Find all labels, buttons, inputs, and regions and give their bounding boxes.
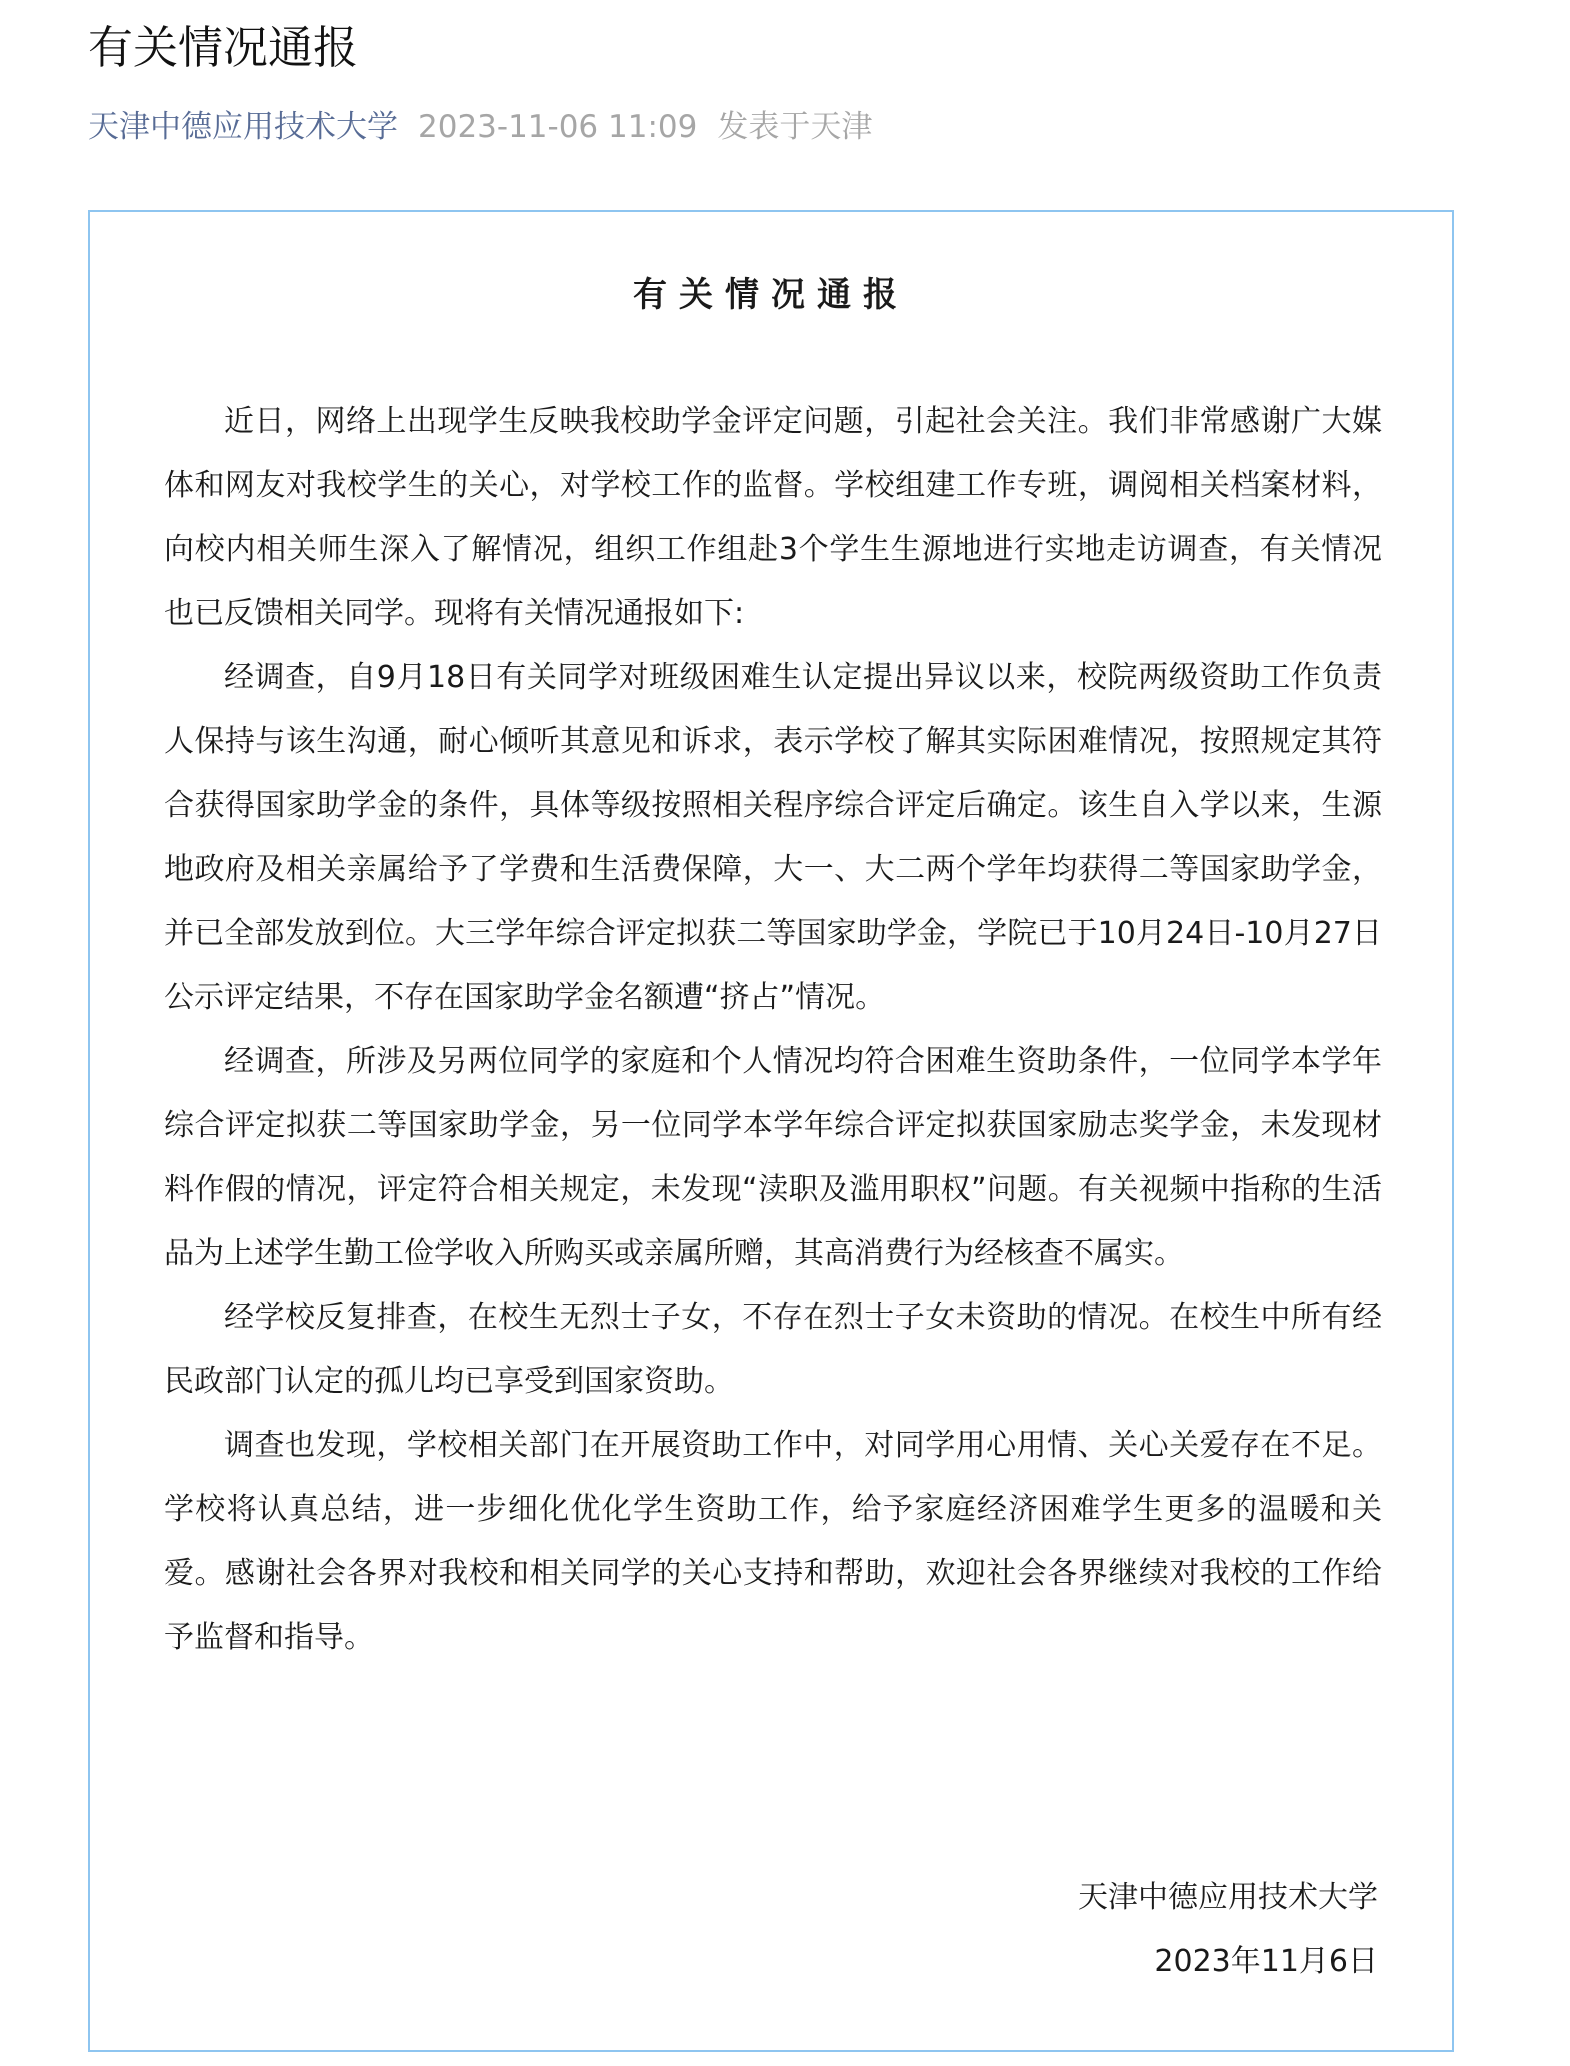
publish-date: 2023-11-06 11:09 [418, 109, 698, 145]
notice-image [88, 210, 1454, 2052]
article-meta [88, 104, 872, 150]
publish-location: 发表于天津 [717, 109, 873, 145]
notice-paragraph-2: 经调查，自9月18日有关同学对班级困难生认定提出异议以来，校院两级资助工作负责人保持与该生沟通，耐心倾听其意见和诉求，表示学校了解其实际困难情况，按照规定其符合获得国家助学金的条件，具体等级按照相关程序综合评定后确定。该生自入学以来，生源地政府及相关亲属给予了学费和生活费保障，大一、大二两个学年均获得二等国家助学金，并已全部发放到位。大三学年综合评定拟获二等国家助学金，学院已于10月24日-10月27日公示评定结果，不存在国家助学金名额遭“挤占”情况。 [164, 660, 1382, 1015]
notice-paragraph-5: 调查也发现，学校相关部门在开展资助工作中，对同学用心用情、关心关爱存在不足。学校将认真总结，进一步细化优化学生资助工作，给予家庭经济困难学生更多的温暖和关爱。感谢社会各界对我校和相关同学的关心支持和帮助，欢迎社会各界继续对我校的工作给予监督和指导。 [164, 1428, 1382, 1655]
notice-heading: 有关情况通报 [633, 275, 909, 315]
signature-date: 2023年11月6日 [1154, 1944, 1378, 1979]
notice-paragraph-1: 近日，网络上出现学生反映我校助学金评定问题，引起社会关注。我们非常感谢广大媒体和网友对我校学生的关心，对学校工作的监督。学校组建工作专班，调阅相关档案材料，向校内相关师生深入了解情况，组织工作组赴3个学生生源地进行实地走访调查，有关情况也已反馈相关同学。现将有关情况通报如下: [164, 404, 1382, 631]
notice-paragraph-4: 经学校反复排查，在校生无烈士子女，不存在烈士子女未资助的情况。在校生中所有经民政部门认定的孤儿均已享受到国家资助。 [164, 1300, 1382, 1399]
signature-org: 天津中德应用技术大学 [1078, 1880, 1378, 1915]
notice-body [164, 390, 1382, 1670]
signature-block [1078, 1866, 1378, 1994]
article-title: 有关情况通报 [88, 21, 359, 74]
notice-paragraph-3: 经调查，所涉及另两位同学的家庭和个人情况均符合困难生资助条件，一位同学本学年综合评定拟获二等国家助学金，另一位同学本学年综合评定拟获国家励志奖学金，未发现材料作假的情况，评定符合相关规定，未发现“渎职及滥用职权”问题。有关视频中指称的生活品为上述学生勤工俭学收入所购买或亲属所赠，其高消费行为经核查不属实。 [164, 1044, 1382, 1271]
author-link[interactable]: 天津中德应用技术大学 [88, 109, 398, 145]
